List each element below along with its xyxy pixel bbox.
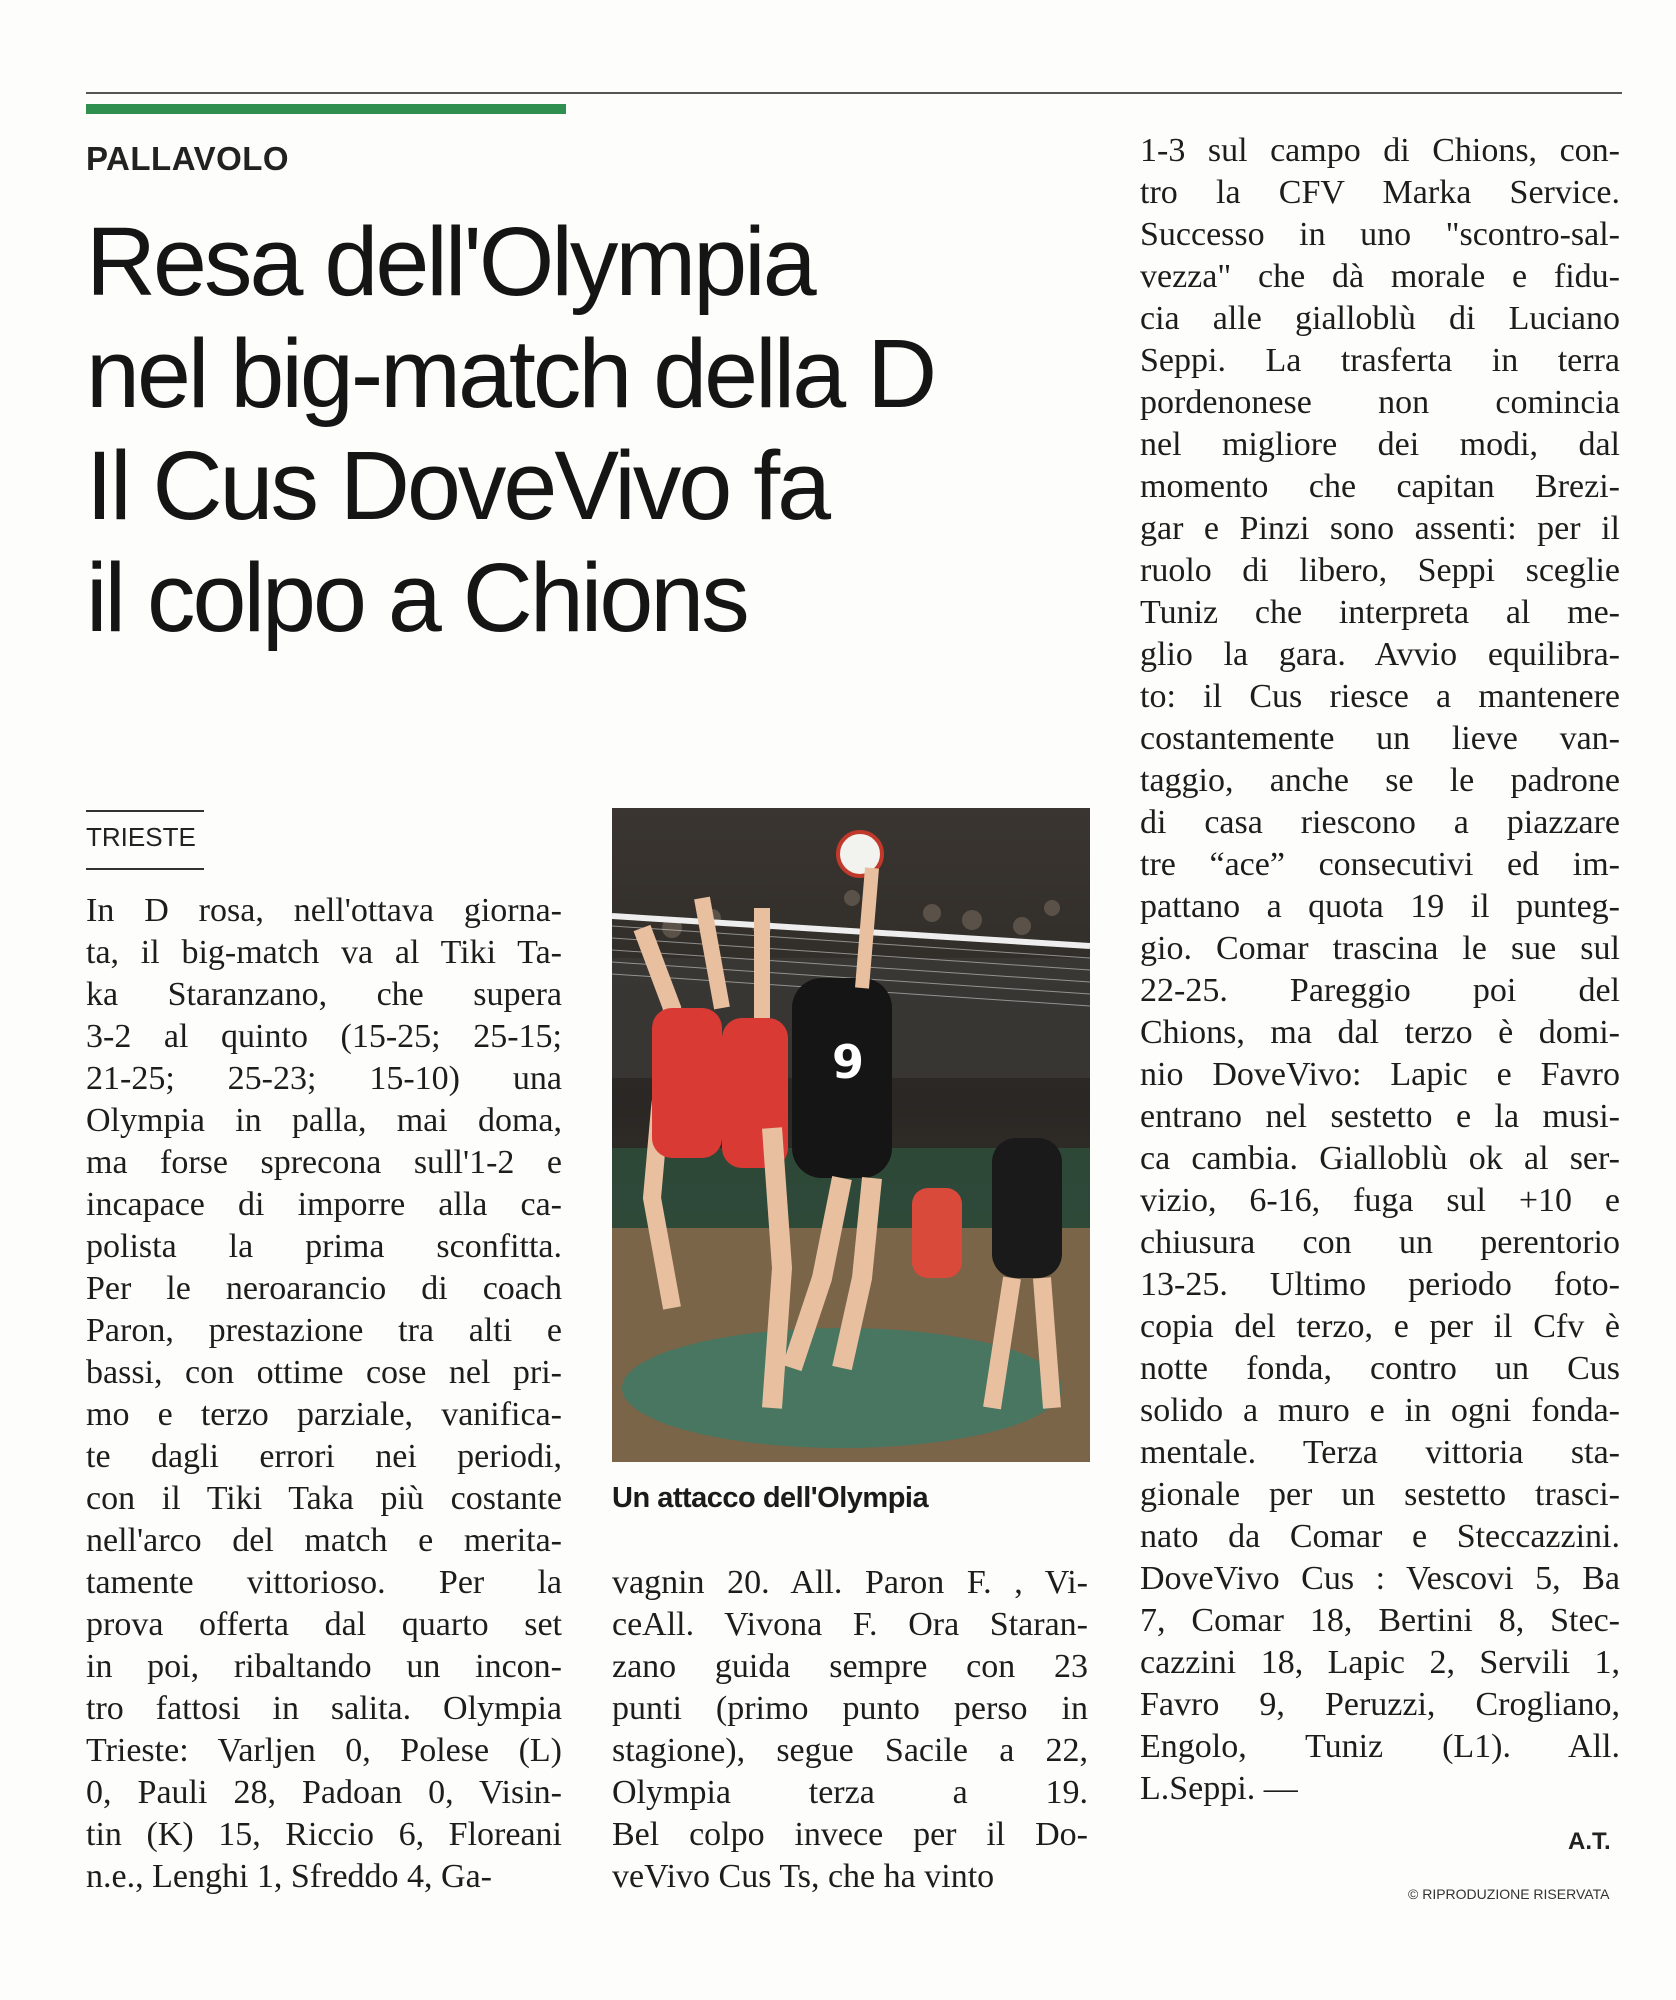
body-text-line: entrano nel sestetto e la musi-	[1140, 1098, 1620, 1135]
headline-line: Il Cus DoveVivo fa	[86, 431, 829, 540]
body-text-line: Favro 9, Peruzzi, Crogliano,	[1140, 1686, 1620, 1723]
headline	[86, 206, 1086, 654]
body-text-line: nio DoveVivo: Lapic e Favro	[1140, 1056, 1620, 1093]
body-text-line: ta, il big-match va al Tiki Ta-	[86, 934, 562, 971]
body-text-line: Per le neroarancio di coach	[86, 1270, 562, 1307]
body-text-line: polista la prima sconfitta.	[86, 1228, 562, 1265]
body-text-line: costantemente un lieve van-	[1140, 720, 1620, 757]
body-text-line: incapace di imporre alla ca-	[86, 1186, 562, 1223]
body-text-line: tin (K) 15, Riccio 6, Floreani	[86, 1816, 562, 1853]
body-text-line: gio. Comar trascina le sue sul	[1140, 930, 1620, 967]
body-text-line: zano guida sempre con 23	[612, 1648, 1088, 1685]
body-text-line: nell'arco del match e merita-	[86, 1522, 562, 1559]
body-text-line: tro la CFV Marka Service.	[1140, 174, 1620, 211]
body-text-line: prova offerta dal quarto set	[86, 1606, 562, 1643]
body-text-line: 0, Pauli 28, Padoan 0, Visin-	[86, 1774, 562, 1811]
body-text-line: 21-25; 25-23; 15-10) una	[86, 1060, 562, 1097]
dateline-rule-bottom	[86, 868, 204, 870]
body-text-line: ka Staranzano, che supera	[86, 976, 562, 1013]
copyright-notice: © RIPRODUZIONE RISERVATA	[1408, 1886, 1610, 1902]
body-text-line: vagnin 20. All. Paron F. , Vi-	[612, 1564, 1088, 1601]
body-text-line: Tuniz che interpreta al me-	[1140, 594, 1620, 631]
body-text-line: te dagli errori nei periodi,	[86, 1438, 562, 1475]
body-text-line: Successo in uno "scontro-sal-	[1140, 216, 1620, 253]
body-text-line: momento che capitan Brezi-	[1140, 468, 1620, 505]
body-text-line: Paron, prestazione tra alti e	[86, 1312, 562, 1349]
body-text-line: solido a muro e in ogni fonda-	[1140, 1392, 1620, 1429]
volleyball-photo	[612, 808, 1090, 1462]
body-text-line: Trieste: Varljen 0, Polese (L)	[86, 1732, 562, 1769]
body-text-line: di casa riescono a piazzare	[1140, 804, 1620, 841]
body-text-line: pordenonese non comincia	[1140, 384, 1620, 421]
body-text-line: pattano a quota 19 il punteg-	[1140, 888, 1620, 925]
body-column-2	[612, 1562, 1088, 1898]
headline-line: Resa dell'Olympia	[86, 207, 814, 316]
body-text-line: 7, Comar 18, Bertini 8, Stec-	[1140, 1602, 1620, 1639]
body-text-line: bassi, con ottime cose nel pri-	[86, 1354, 562, 1391]
body-text-line: Olympia terza a 19.	[612, 1774, 1088, 1811]
body-text-line: n.e., Lenghi 1, Sfreddo 4, Ga-	[86, 1858, 493, 1895]
body-text-line: Engolo, Tuniz (L1). All.	[1140, 1728, 1620, 1765]
section-kicker: PALLAVOLO	[86, 140, 290, 177]
body-text-line: nel migliore dei modi, dal	[1140, 426, 1620, 463]
body-text-line: gionale per un sestetto trasci-	[1140, 1476, 1620, 1513]
body-text-line: Bel colpo invece per il Do-	[612, 1816, 1088, 1853]
body-text-line: nato da Comar e Steccazzini.	[1140, 1518, 1620, 1555]
body-text-line: cia alle gialloblù di Luciano	[1140, 300, 1620, 337]
body-text-line: Chions, ma dal terzo è domi-	[1140, 1014, 1620, 1051]
body-text-line: ma forse sprecona sull'1-2 e	[86, 1144, 562, 1181]
body-text-line: 13-25. Ultimo periodo foto-	[1140, 1266, 1620, 1303]
photo-caption: Un attacco dell'Olympia	[612, 1482, 929, 1514]
dateline: TRIESTE	[86, 822, 196, 852]
body-text-line: gar e Pinzi sono assenti: per il	[1140, 510, 1620, 547]
body-text-line: ca cambia. Gialloblù ok al ser-	[1140, 1140, 1620, 1177]
body-text-line: vizio, 6-16, fuga sul +10 e	[1140, 1182, 1620, 1219]
body-column-1	[86, 890, 562, 1898]
body-text-line: copia del terzo, e per il Cfv è	[1140, 1308, 1620, 1345]
body-text-line: tro fattosi in salita. Olympia	[86, 1690, 562, 1727]
body-column-3	[1140, 130, 1620, 1810]
body-text-line: Olympia in palla, mai doma,	[86, 1102, 562, 1139]
body-text-line: tamente vittorioso. Per la	[86, 1564, 562, 1601]
body-text-line: chiusura con un perentorio	[1140, 1224, 1620, 1261]
body-text-line: DoveVivo Cus : Vescovi 5, Ba	[1140, 1560, 1620, 1597]
article-photo	[612, 808, 1090, 1462]
body-text-line: ruolo di libero, Seppi sceglie	[1140, 552, 1620, 589]
body-text-line: L.Seppi. —	[1140, 1770, 1298, 1807]
headline-line: il colpo a Chions	[86, 543, 747, 652]
section-color-bar	[86, 104, 566, 114]
body-text-line: tre “ace” consecutivi ed im-	[1140, 846, 1620, 883]
body-text-line: punti (primo punto perso in	[612, 1690, 1088, 1727]
body-text-line: glio la gara. Avvio equilibra-	[1140, 636, 1620, 673]
body-text-line: in poi, ribaltando un incon-	[86, 1648, 562, 1685]
body-text-line: 22-25. Pareggio poi del	[1140, 972, 1620, 1009]
dateline-rule-top	[86, 810, 204, 812]
body-text-line: notte fonda, contro un Cus	[1140, 1350, 1620, 1387]
headline-line: nel big-match della D	[86, 319, 935, 428]
body-text-line: veVivo Cus Ts, che ha vinto	[612, 1858, 995, 1895]
body-text-line: con il Tiki Taka più costante	[86, 1480, 562, 1517]
body-text-line: ceAll. Vivona F. Ora Staran-	[612, 1606, 1088, 1643]
body-text-line: taggio, anche se le padrone	[1140, 762, 1620, 799]
body-text-line: to: il Cus riesce a mantenere	[1140, 678, 1620, 715]
body-text-line: 1-3 sul campo di Chions, con-	[1140, 132, 1620, 169]
body-text-line: mentale. Terza vittoria sta-	[1140, 1434, 1620, 1471]
body-text-line: cazzini 18, Lapic 2, Servili 1,	[1140, 1644, 1620, 1681]
top-rule	[86, 92, 1622, 94]
body-text-line: mo e terzo parziale, vanifica-	[86, 1396, 562, 1433]
jersey-number: 9	[832, 1035, 865, 1089]
body-text-line: vezza" che dà morale e fidu-	[1140, 258, 1620, 295]
body-text-line: 3-2 al quinto (15-25; 25-15;	[86, 1018, 562, 1055]
body-text-line: stagione), segue Sacile a 22,	[612, 1732, 1088, 1769]
body-text-line: Seppi. La trasferta in terra	[1140, 342, 1620, 379]
body-text-line: In D rosa, nell'ottava giorna-	[86, 892, 562, 929]
author-byline: A.T.	[1568, 1828, 1611, 1855]
